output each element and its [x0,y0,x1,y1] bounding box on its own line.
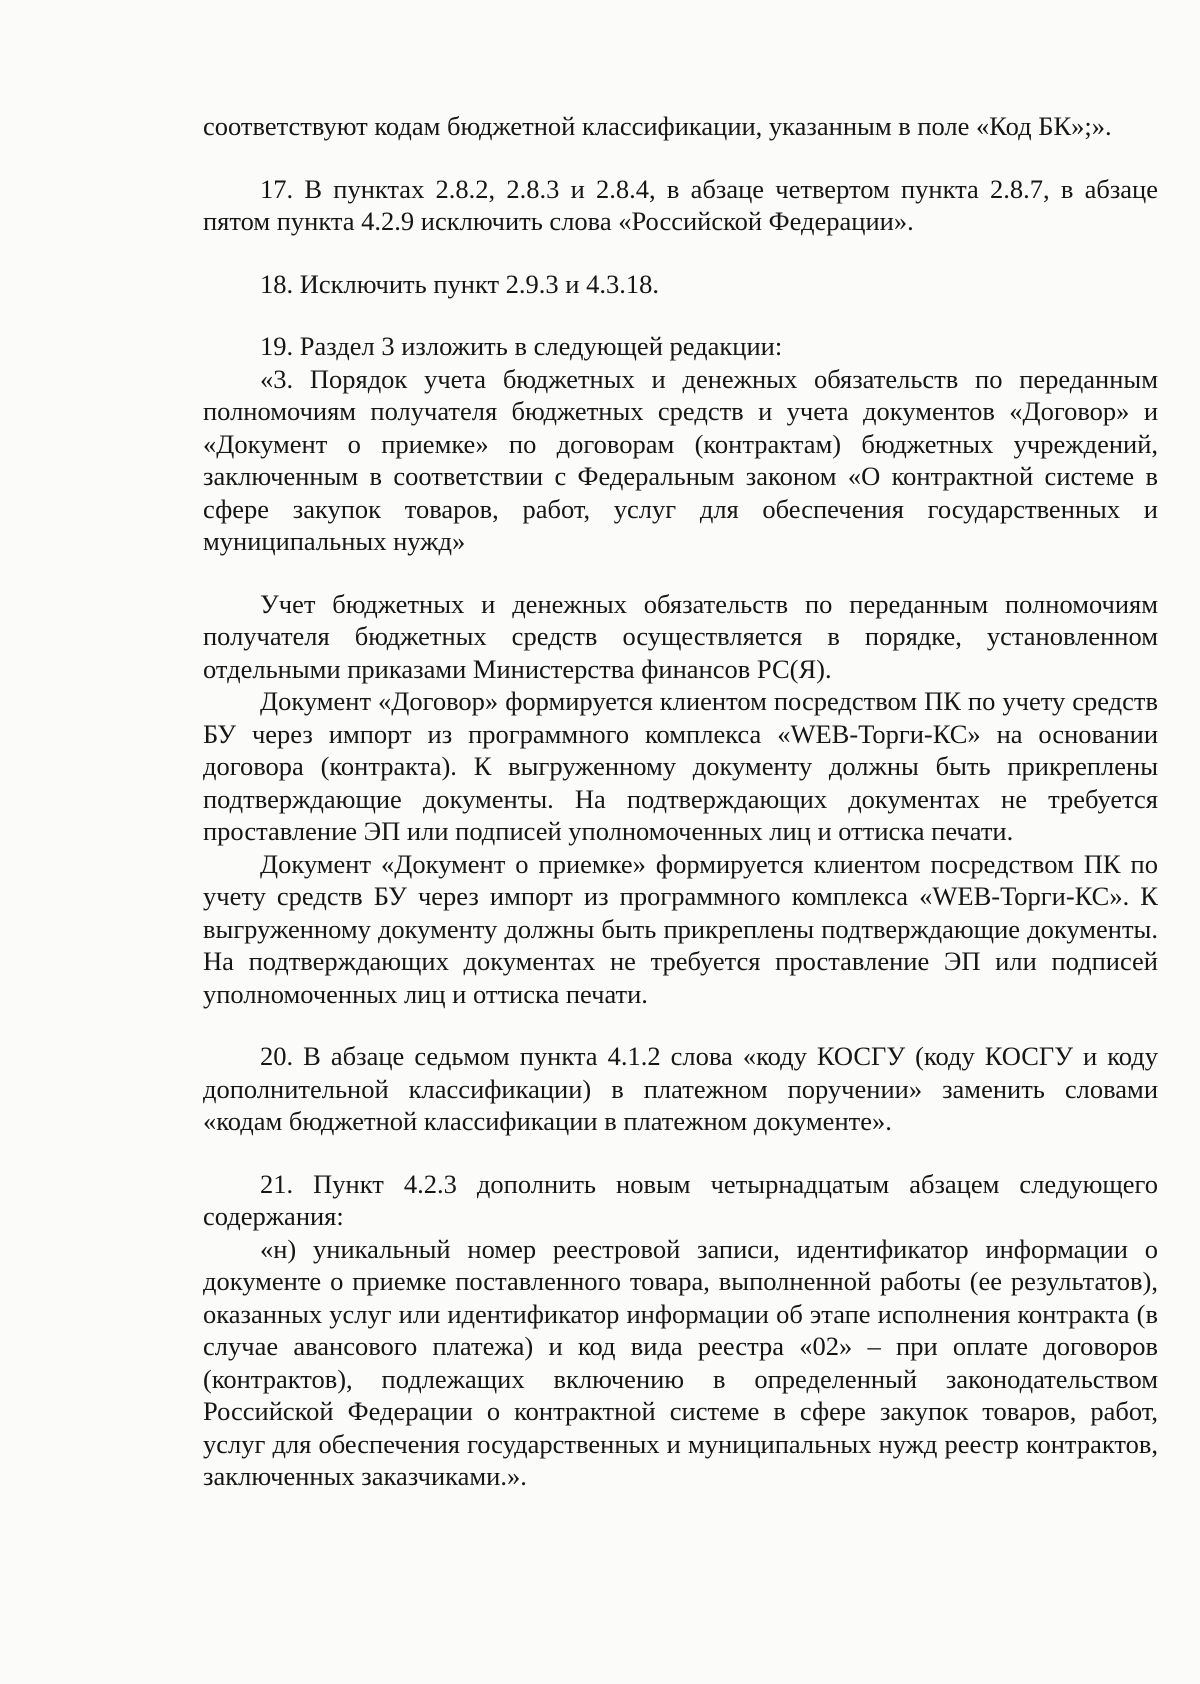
section-3-heading: «3. Порядок учета бюджетных и денежных обязательств по переданным полномочиям получателя бюджетных средств и учета документов «Договор» и «Документ о приемке» по договорам (контрактам) бюджетных учреждений, заключенным в соответствии с Федеральным законом «О контрактной системе в сфере закупок товаров, работ, услуг для обеспечения государственных и муниципальных нужд» [203,363,1158,556]
paragraph-obligations: Учет бюджетных и денежных обязательств по переданным полномочиям получателя бюджетных средств осуществляется в порядке, установленном отдельными приказами Министерства финансов РС(Я). [203,588,1158,684]
paragraph-item-20: 20. В абзаце седьмом пункта 4.1.2 слова «коду КОСГУ (коду КОСГУ и коду дополнительной классификации) в платежном поручении» заменить словами «кодам бюджетной классификации в платежном документе». [203,1041,1158,1136]
paragraph-item-17: 17. В пунктах 2.8.2, 2.8.3 и 2.8.4, в абзаце четвертом пункта 2.8.7, в абзаце пятом пункта 4.2.9 исключить слова «Российской Федерации». [203,173,1158,236]
paragraph-contract-document: Документ «Договор» формируется клиентом посредством ПК по учету средств БУ через импорт из программного комплекса «WEB-Торги-КС» на основании договора (контракта). К выгруженному документу должны быть прикреплены подтверждающие документы. На подтверждающих документах не требуется проставление ЭП или подписей уполномоченных лиц и оттиска печати. [203,686,1158,846]
paragraph-new-abzac: «н) уникальный номер реестровой записи, идентификатор информации о документе о приемке поставленного товара, выполненной работы (ее результатов), оказанных услуг или идентификатор информации об этапе исполнения контракта (в случае авансового платежа) и код вида реестра «02» – при оплате договоров (контрактов), подлежащих включению в определенный законодательством Российской Федерации о контрактной системе в сфере закупок товаров, работ, услуг для обеспечения государственных и муниципальных нужд реестр контрактов, заключенных заказчиками.». [203,1233,1158,1491]
document-body [203,110,1158,1493]
paragraph-item-18: 18. Исключить пункт 2.9.3 и 4.3.18. [260,268,659,299]
paragraph-acceptance-document: Документ «Документ о приемке» формируется клиентом посредством ПК по учету средств БУ через импорт из программного комплекса «WEB-Торги-КС». К выгруженному документу должны быть прикреплены подтверждающие документы. На подтверждающих документах не требуется проставление ЭП или подписей уполномоченных лиц и оттиска печати. [203,848,1158,1009]
paragraph-continuation: соответствуют кодам бюджетной классификации, указанным в поле «Код БК»;». [203,111,1112,141]
paragraph-item-21: 21. Пункт 4.2.3 дополнить новым четырнадцатым абзацем следующего содержания: [203,1168,1158,1231]
paragraph-item-19: 19. Раздел 3 изложить в следующей редакции: [260,331,783,361]
